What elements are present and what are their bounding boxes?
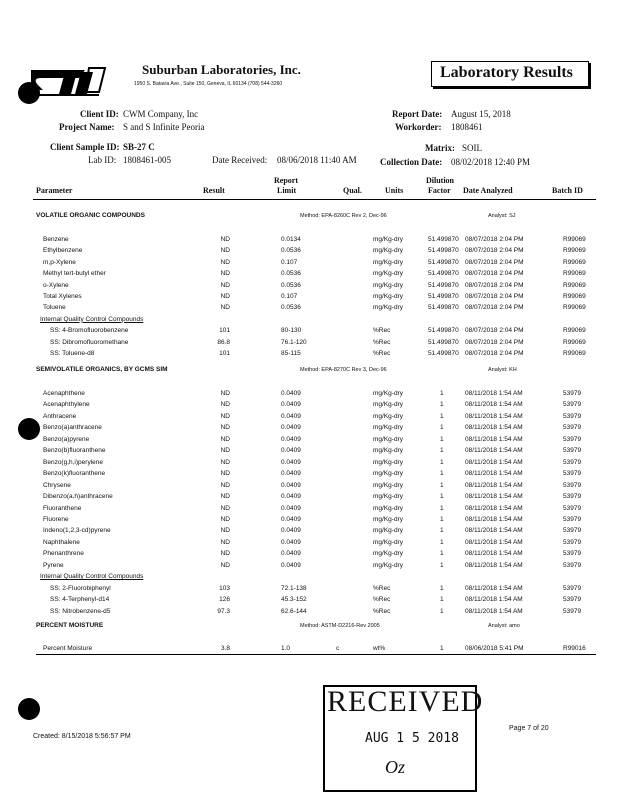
svoc-cell-parameter: SS: 2-Fluorobiphenyl (50, 584, 111, 592)
svoc-cell-dilution: 1 (440, 550, 444, 558)
svoc-cell-dilution: 1 (440, 481, 444, 489)
lab-id-label: Lab ID: (88, 155, 117, 165)
svoc-row (0, 470, 618, 481)
voc-cell-units: mg/Kg-dry (373, 247, 403, 255)
company-logo (27, 64, 109, 98)
voc-cell-units: mg/Kg-dry (373, 236, 403, 243)
voc-cell-dilution: 51.499870 (428, 270, 459, 278)
voc-cell-dilution: 51.499870 (428, 350, 459, 357)
svoc-row (0, 424, 618, 435)
svoc-cell-units: %Rec (373, 584, 391, 592)
voc-cell-batch-id: R99069 (563, 338, 586, 346)
svoc-cell-parameter: Chrysene (43, 481, 71, 489)
svoc-cell-batch-id: 53979 (563, 584, 582, 592)
badge-label: Laboratory Results (440, 64, 573, 81)
date-received-label: Date Received: (212, 155, 268, 165)
voc-cell-batch-id: R99069 (563, 258, 586, 266)
voc-row (0, 327, 618, 338)
svoc-row (0, 608, 618, 619)
svoc-cell-dilution: 1 (440, 584, 444, 592)
svoc-cell-dilution: 1 (440, 527, 444, 535)
svoc-cell-result: ND (220, 470, 230, 478)
collection-date-label: Collection Date: (380, 157, 443, 167)
svoc-cell-batch-id: 53979 (563, 470, 582, 478)
voc-cell-dilution: 51.499870 (428, 281, 459, 289)
voc-cell-parameter: Ethylbenzene (43, 247, 83, 255)
client-sample-id-value: SB-27 C (123, 142, 155, 152)
svoc-cell-units: mg/Kg-dry (373, 470, 403, 478)
svoc-cell-units: mg/Kg-dry (373, 527, 403, 535)
section-moisture-title: PERCENT MOISTURE (36, 622, 104, 629)
svoc-cell-units: mg/Kg-dry (373, 481, 403, 489)
svoc-cell-result: ND (220, 458, 230, 466)
svoc-cell-date-analyzed: 08/11/2018 1:54 AM (465, 527, 523, 535)
svoc-cell-batch-id: 53979 (563, 424, 582, 432)
voc-cell-batch-id: R99069 (563, 270, 586, 278)
svoc-cell-units: mg/Kg-dry (373, 550, 403, 558)
svoc-cell-batch-id: 53979 (563, 561, 582, 569)
svoc-cell-batch-id: 53979 (563, 412, 582, 420)
stamp-received-date: AUG 1 5 2018 (365, 731, 459, 746)
voc-cell-date-analyzed: 08/07/2018 2:04 PM (465, 350, 524, 357)
svoc-cell-limit: 0.0409 (281, 527, 301, 535)
svoc-cell-units: mg/Kg-dry (373, 504, 403, 512)
svoc-cell-batch-id: 53979 (563, 481, 582, 489)
svoc-cell-parameter: Dibenzo(a,h)anthracene (43, 493, 113, 501)
col-batch-id: Batch ID (552, 186, 583, 195)
svoc-cell-parameter: Phenanthrene (43, 550, 84, 558)
voc-cell-date-analyzed: 08/07/2018 2:04 PM (465, 270, 524, 278)
svoc-cell-parameter: Benzo(b)fluoranthene (43, 447, 106, 455)
col-report: Report (274, 176, 298, 185)
voc-cell-limit: 0.107 (281, 258, 298, 266)
svoc-cell-date-analyzed: 08/11/2018 1:54 AM (465, 584, 523, 592)
svoc-cell-date-analyzed: 08/11/2018 1:54 AM (465, 401, 523, 409)
voc-cell-limit: 80-130 (281, 327, 302, 335)
voc-cell-batch-id: R99069 (563, 327, 586, 335)
svoc-cell-date-analyzed: 08/11/2018 1:54 AM (465, 596, 523, 604)
voc-cell-parameter: Benzene (43, 236, 69, 243)
voc-cell-date-analyzed: 08/07/2018 2:04 PM (465, 338, 524, 346)
svoc-cell-result: ND (220, 401, 230, 409)
workorder-label: Workorder: (395, 122, 442, 132)
svoc-cell-units: mg/Kg-dry (373, 515, 403, 523)
voc-cell-units: mg/Kg-dry (373, 293, 403, 300)
header-rule (33, 199, 596, 200)
stamp-received-word: RECEIVED (327, 685, 484, 718)
punch-hole-bottom (18, 698, 40, 720)
svoc-row (0, 585, 618, 596)
svoc-cell-result: ND (220, 412, 230, 420)
svoc-cell-units: mg/Kg-dry (373, 412, 403, 420)
svoc-row (0, 447, 618, 458)
svoc-cell-units: %Rec (373, 596, 391, 604)
voc-row (0, 259, 618, 270)
svoc-cell-limit: 0.0409 (281, 538, 301, 546)
svoc-cell-limit: 62.6-144 (281, 607, 307, 615)
voc-cell-result: 101 (219, 350, 230, 357)
voc-row (0, 282, 618, 293)
svoc-cell-result: ND (220, 550, 230, 558)
voc-cell-parameter: Total Xylenes (43, 293, 82, 300)
svoc-cell-batch-id: 53979 (563, 435, 582, 443)
svoc-cell-parameter: Acenaphthene (43, 390, 85, 397)
svoc-cell-result: ND (220, 493, 230, 501)
svoc-cell-parameter: Anthracene (43, 412, 77, 420)
voc-cell-dilution: 51.499870 (428, 258, 459, 266)
svoc-cell-date-analyzed: 08/11/2018 1:54 AM (465, 435, 523, 443)
voc-cell-parameter: SS: Dibromofluoromethane (50, 338, 129, 346)
voc-cell-dilution: 51.499870 (428, 247, 459, 255)
svoc-cell-dilution: 1 (440, 596, 444, 604)
svoc-cell-units: %Rec (373, 607, 391, 615)
svoc-cell-limit: 0.0409 (281, 550, 301, 558)
voc-cell-limit: 0.0536 (281, 304, 301, 312)
svoc-cell-date-analyzed: 08/11/2018 1:54 AM (465, 412, 523, 420)
voc-cell-limit: 76.1-120 (281, 338, 307, 346)
svoc-cell-limit: 72.1-138 (281, 584, 307, 592)
svoc-cell-limit: 0.0409 (281, 412, 301, 420)
svoc-cell-dilution: 1 (440, 401, 444, 409)
voc-cell-units: mg/Kg-dry (373, 281, 403, 289)
svoc-cell-batch-id: 53979 (563, 504, 582, 512)
workorder-value: 1808461 (451, 122, 483, 132)
svoc-cell-parameter: Fluorene (43, 515, 69, 523)
voc-cell-batch-id: R99069 (563, 293, 586, 300)
voc-cell-batch-id: R99069 (563, 304, 586, 312)
svoc-cell-date-analyzed: 08/11/2018 1:54 AM (465, 390, 523, 397)
svoc-cell-date-analyzed: 08/11/2018 1:54 AM (465, 538, 523, 546)
svoc-cell-batch-id: 53979 (563, 447, 582, 455)
voc-cell-limit: 0.0536 (281, 281, 301, 289)
voc-cell-batch-id: R99069 (563, 350, 586, 357)
moisture-cell-dilution: 1 (440, 645, 444, 652)
svoc-cell-limit: 0.0409 (281, 390, 301, 397)
voc-cell-parameter: SS: 4-Bromofluorobenzene (50, 327, 129, 335)
svoc-row (0, 539, 618, 550)
svoc-cell-result: ND (220, 447, 230, 455)
voc-cell-units: mg/Kg-dry (373, 258, 403, 266)
voc-cell-result: 86.8 (217, 338, 230, 346)
col-units: Units (385, 186, 404, 195)
svoc-cell-parameter: Acenaphthylene (43, 401, 90, 409)
svoc-cell-limit: 0.0409 (281, 504, 301, 512)
moisture-cell-parameter: Percent Moisture (43, 645, 93, 652)
moisture-cell-date-analyzed: 08/06/2018 5:41 PM (465, 645, 524, 652)
svoc-cell-result: ND (220, 527, 230, 535)
voc-cell-result: ND (220, 247, 230, 255)
voc-cell-parameter: m,p-Xylene (43, 258, 76, 266)
voc-cell-parameter: Internal Quality Control Compounds (40, 315, 144, 323)
section-svoc-title: SEMIVOLATILE ORGANICS, BY GCMS SIM (36, 366, 168, 373)
svoc-cell-date-analyzed: 08/11/2018 1:54 AM (465, 607, 523, 615)
svoc-row (0, 493, 618, 504)
svoc-cell-units: mg/Kg-dry (373, 538, 403, 546)
svoc-cell-limit: 0.0409 (281, 401, 301, 409)
footer-page-number: Page 7 of 20 (509, 725, 549, 732)
laboratory-results-badge (431, 61, 589, 87)
svoc-cell-limit: 0.0409 (281, 561, 301, 569)
svoc-cell-date-analyzed: 08/11/2018 1:54 AM (465, 493, 523, 501)
svoc-cell-batch-id: 53979 (563, 596, 582, 604)
voc-cell-result: ND (220, 258, 230, 266)
svoc-row (0, 596, 618, 607)
project-name-label: Project Name: (59, 122, 115, 132)
voc-cell-result: ND (220, 270, 230, 278)
voc-cell-limit: 85-115 (281, 350, 301, 357)
svoc-cell-result: 126 (219, 596, 230, 604)
moisture-cell-limit: 1.0 (281, 645, 291, 652)
voc-cell-parameter: SS: Toluene-d8 (50, 350, 95, 357)
svoc-cell-date-analyzed: 08/11/2018 1:54 AM (465, 515, 523, 523)
svoc-cell-limit: 0.0409 (281, 515, 301, 523)
svoc-cell-parameter: Naphthalene (43, 538, 80, 546)
section-voc-title: VOLATILE ORGANIC COMPOUNDS (36, 212, 145, 219)
col-dilution: Dilution (426, 176, 455, 185)
voc-cell-units: mg/Kg-dry (373, 304, 403, 312)
col-parameter: Parameter (36, 186, 73, 195)
voc-cell-batch-id: R99069 (563, 247, 586, 255)
svoc-cell-parameter: Pyrene (43, 561, 64, 569)
moisture-cell-result: 3.8 (220, 645, 230, 652)
report-date-value: August 15, 2018 (451, 109, 511, 119)
svoc-cell-limit: 0.0409 (281, 458, 301, 466)
svoc-cell-dilution: 1 (440, 515, 444, 523)
svoc-cell-units: mg/Kg-dry (373, 435, 403, 443)
svoc-cell-parameter: Benzo(a)pyrene (43, 435, 90, 443)
svoc-cell-batch-id: 53979 (563, 527, 582, 535)
svoc-cell-date-analyzed: 08/11/2018 1:54 AM (465, 504, 523, 512)
lab-id-value: 1808461-005 (123, 155, 171, 165)
voc-cell-parameter: Toluene (43, 304, 66, 312)
voc-row (0, 339, 618, 350)
svoc-cell-batch-id: 53979 (563, 390, 582, 397)
voc-cell-parameter: Methyl tert-butyl ether (43, 270, 106, 278)
svoc-cell-result: ND (220, 515, 230, 523)
voc-row (0, 270, 618, 281)
svoc-cell-limit: 0.0409 (281, 447, 301, 455)
svoc-row (0, 505, 618, 516)
col-result: Result (203, 186, 225, 195)
moisture-underline (36, 654, 596, 655)
client-sample-id-label: Client Sample ID: (50, 142, 120, 152)
svoc-cell-result: 97.3 (217, 607, 230, 615)
svoc-row (0, 436, 618, 447)
voc-row (0, 350, 618, 361)
col-qual: Qual. (343, 186, 362, 195)
voc-cell-date-analyzed: 08/07/2018 2:04 PM (465, 247, 524, 255)
voc-cell-dilution: 51.499870 (428, 327, 459, 335)
svoc-cell-units: mg/Kg-dry (373, 390, 403, 397)
svoc-cell-dilution: 1 (440, 458, 444, 466)
voc-cell-result: ND (220, 281, 230, 289)
svoc-cell-dilution: 1 (440, 412, 444, 420)
moisture-cell-batch-id: R99016 (563, 645, 586, 652)
svoc-cell-batch-id: 53979 (563, 550, 582, 558)
col-limit: Limit (277, 186, 297, 195)
svoc-cell-parameter: Indeno(1,2,3-cd)pyrene (43, 527, 111, 535)
svoc-cell-date-analyzed: 08/11/2018 1:54 AM (465, 424, 523, 432)
svoc-cell-result: ND (220, 481, 230, 489)
svoc-row (0, 401, 618, 412)
voc-cell-units: mg/Kg-dry (373, 270, 403, 278)
voc-cell-limit: 0.107 (281, 293, 298, 300)
client-id-label: Client ID: (80, 109, 119, 119)
svoc-cell-units: mg/Kg-dry (373, 424, 403, 432)
moisture-cell-qual: c (336, 645, 340, 652)
svoc-row (0, 482, 618, 493)
svoc-row (0, 459, 618, 470)
svoc-cell-batch-id: 53979 (563, 607, 582, 615)
svoc-cell-batch-id: 53979 (563, 538, 582, 546)
svoc-cell-units: mg/Kg-dry (373, 561, 403, 569)
svoc-cell-result: ND (220, 390, 230, 397)
svoc-cell-batch-id: 53979 (563, 515, 582, 523)
svoc-cell-date-analyzed: 08/11/2018 1:54 AM (465, 470, 523, 478)
voc-cell-units: %Rec (373, 327, 391, 335)
collection-date-value: 08/02/2018 12:40 PM (451, 157, 531, 167)
project-name-value: S and S Infinite Peoria (123, 122, 205, 132)
voc-cell-result: 101 (219, 327, 230, 335)
voc-cell-date-analyzed: 08/07/2018 2:04 PM (465, 293, 524, 300)
voc-cell-date-analyzed: 08/07/2018 2:04 PM (465, 281, 524, 289)
stamp-initials: Oz (385, 757, 406, 777)
client-id-value: CWM Company, Inc (123, 109, 199, 119)
voc-cell-result: ND (220, 236, 230, 243)
svoc-row (0, 527, 618, 538)
voc-row (0, 247, 618, 258)
section-voc-method: Method: EPA-8260C Rev 2, Dec-96 (300, 213, 387, 219)
svoc-cell-result: ND (220, 435, 230, 443)
voc-cell-date-analyzed: 08/07/2018 2:04 PM (465, 327, 524, 335)
voc-cell-limit: 0.0134 (281, 236, 301, 243)
matrix-value: SOIL (462, 143, 482, 153)
voc-cell-units: %Rec (373, 350, 391, 357)
voc-row (0, 236, 618, 247)
received-stamp (323, 685, 484, 792)
voc-cell-limit: 0.0536 (281, 270, 301, 278)
voc-cell-date-analyzed: 08/07/2018 2:04 PM (465, 304, 524, 312)
svoc-cell-parameter: SS: Nitrobenzene-d5 (50, 607, 111, 615)
svoc-cell-batch-id: 53979 (563, 401, 582, 409)
svoc-row (0, 573, 618, 584)
svoc-row (0, 516, 618, 527)
voc-cell-dilution: 51.499870 (428, 338, 459, 346)
svoc-cell-dilution: 1 (440, 561, 444, 569)
svoc-cell-dilution: 1 (440, 435, 444, 443)
voc-cell-batch-id: R99069 (563, 281, 586, 289)
voc-row (0, 293, 618, 304)
section-svoc-method: Method: EPA-8270C Rev 3, Dec-96 (300, 367, 387, 373)
svoc-cell-date-analyzed: 08/11/2018 1:54 AM (465, 481, 523, 489)
svoc-cell-parameter: SS: 4-Terphenyl-d14 (50, 596, 110, 604)
matrix-label: Matrix: (425, 143, 455, 153)
col-factor: Factor (428, 186, 451, 195)
svoc-cell-limit: 0.0409 (281, 493, 301, 501)
svoc-cell-dilution: 1 (440, 538, 444, 546)
svoc-cell-dilution: 1 (440, 447, 444, 455)
svoc-cell-date-analyzed: 08/11/2018 1:54 AM (465, 447, 523, 455)
company-address: 1950 S. Batavia Ave., Suite 150, Geneva, IL 60134 (708) 544-3260 (134, 81, 283, 87)
voc-cell-batch-id: R99069 (563, 236, 586, 243)
svoc-cell-date-analyzed: 08/11/2018 1:54 AM (465, 458, 523, 466)
col-date-analyzed: Date Analyzed (463, 186, 513, 195)
section-moisture-analyst: Analyst: amo (488, 623, 520, 629)
svoc-cell-date-analyzed: 08/11/2018 1:54 AM (465, 561, 523, 569)
moisture-cell-units: wt% (373, 645, 386, 652)
voc-cell-result: ND (220, 293, 230, 300)
svoc-cell-result: ND (220, 424, 230, 432)
company-name: Suburban Laboratories, Inc. (142, 62, 301, 77)
footer-created: Created: 8/15/2018 5:56:57 PM (33, 733, 131, 740)
svoc-cell-dilution: 1 (440, 493, 444, 501)
svoc-cell-units: mg/Kg-dry (373, 493, 403, 501)
svoc-row (0, 413, 618, 424)
svoc-row (0, 390, 618, 401)
svoc-row (0, 550, 618, 561)
svoc-cell-dilution: 1 (440, 504, 444, 512)
section-svoc-analyst: Analyst: KH (488, 367, 517, 373)
svoc-cell-parameter: Benzo(k)fluoranthene (43, 470, 106, 478)
date-received-value: 08/06/2018 11:40 AM (277, 155, 357, 165)
voc-cell-dilution: 51.499870 (428, 293, 459, 300)
svoc-cell-parameter: Benzo(a)anthracene (43, 424, 102, 432)
voc-cell-dilution: 51.499870 (428, 236, 459, 243)
voc-cell-dilution: 51.499870 (428, 304, 459, 312)
voc-cell-result: ND (220, 304, 230, 312)
svoc-cell-parameter: Internal Quality Control Compounds (40, 573, 144, 581)
svoc-cell-parameter: Fluoranthene (43, 504, 82, 512)
voc-cell-date-analyzed: 08/07/2018 2:04 PM (465, 258, 524, 266)
svoc-cell-limit: 45.3-152 (281, 596, 307, 604)
svoc-cell-limit: 0.0409 (281, 435, 301, 443)
svoc-cell-limit: 0.0409 (281, 424, 301, 432)
svoc-cell-result: ND (220, 504, 230, 512)
svoc-cell-batch-id: 53979 (563, 493, 582, 501)
svoc-cell-dilution: 1 (440, 424, 444, 432)
svoc-cell-units: mg/Kg-dry (373, 401, 403, 409)
section-moisture-method: Method: ASTM-D2216-Rev 2005 (300, 623, 380, 629)
voc-cell-parameter: o-Xylene (43, 281, 69, 289)
report-date-label: Report Date: (392, 109, 443, 119)
svoc-cell-limit: 0.0409 (281, 481, 301, 489)
voc-cell-date-analyzed: 08/07/2018 2:04 PM (465, 236, 524, 243)
svoc-cell-dilution: 1 (440, 390, 444, 397)
voc-cell-units: %Rec (373, 338, 391, 346)
svoc-cell-parameter: Benzo(g,h,i)perylene (43, 458, 103, 466)
svoc-cell-limit: 0.0409 (281, 470, 301, 478)
voc-row (0, 316, 618, 327)
svoc-cell-units: mg/Kg-dry (373, 458, 403, 466)
voc-cell-limit: 0.0536 (281, 247, 301, 255)
svoc-cell-dilution: 1 (440, 470, 444, 478)
svoc-cell-result: ND (220, 538, 230, 546)
svoc-cell-date-analyzed: 08/11/2018 1:54 AM (465, 550, 523, 558)
section-voc-analyst: Analyst: SJ (488, 213, 516, 219)
svoc-cell-result: ND (220, 561, 230, 569)
svoc-cell-dilution: 1 (440, 607, 444, 615)
svoc-cell-units: mg/Kg-dry (373, 447, 403, 455)
svoc-cell-result: 103 (219, 584, 230, 592)
svoc-row (0, 562, 618, 573)
voc-row (0, 304, 618, 315)
svoc-cell-batch-id: 53979 (563, 458, 582, 466)
